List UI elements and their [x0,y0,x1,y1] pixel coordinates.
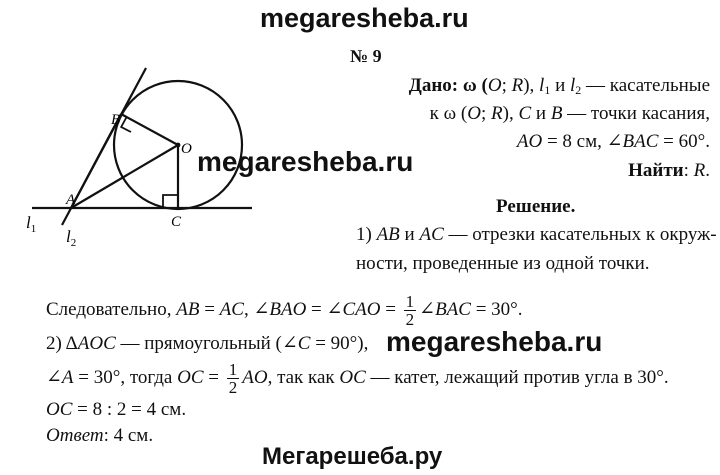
given-line-3: AO = 8 см, ∠BAC = 60°. [516,131,710,152]
solution-title: Решение. [496,196,576,217]
watermark-2: megaresheba.ru [386,326,603,357]
solution-step-2-line-2: ∠A = 30°, тогда OC = $\frac{1}{2}$ AO, так как OC — катет, лежащий против угла в 30°. [46,360,669,398]
label-l1: $l_1$ [26,213,37,235]
fraction-one-half-2: $\frac{1}{2}$ [228,360,238,398]
solution-step-1-line-3: Следовательно, AB = AC, ∠BAO = ∠CAO = $\frac{1}{2}$ ∠BAC = 30°. [46,292,523,330]
given-line-2: к ω (O; R), C и B — точки касания, [429,103,710,124]
find-line: Найти: R. [628,160,710,181]
fraction-one-half: $\frac{1}{2}$ [405,292,415,330]
problem-number: № 9 [350,46,382,66]
segment-ob [121,114,178,145]
given-line-1: Дано: ω (O; R), $l_1$ и $l_2$ — касательные [408,75,710,97]
label-o: O [181,141,192,157]
solution-step-1-line-1: 1) AB и AC — отрезки касательных к окруж- [356,224,717,245]
label-a: A [66,192,76,208]
label-b: B [111,112,121,128]
solution-step-2-line-3: OC = 8 : 2 = 4 см. [46,399,187,420]
solution-step-2-line-1: 2) ΔAOC — прямоугольный (∠C = 90°), [46,333,369,354]
site-footer: Мегарешеба.ру [262,443,443,470]
right-angle-mark-c [163,195,178,208]
answer-line: Ответ: 4 см. [46,425,154,446]
label-c: C [171,214,182,230]
label-l2: $l_2$ [66,227,77,249]
site-header: megaresheba.ru [260,3,469,33]
point-o [176,143,181,148]
watermark-1: megaresheba.ru [197,146,414,177]
solution-step-1-line-2: ности, проведенные из одной точки. [356,253,650,274]
